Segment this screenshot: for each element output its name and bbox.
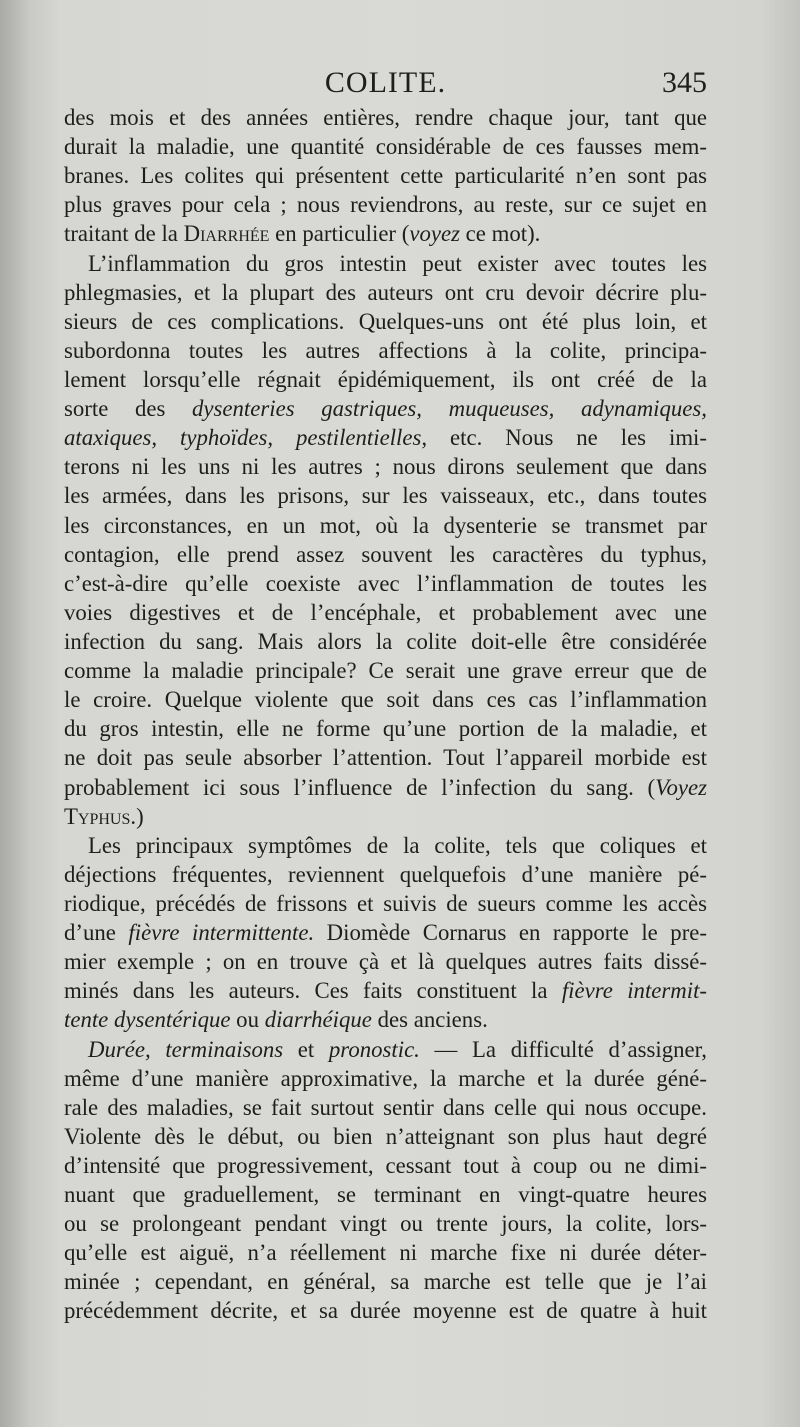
text-line xyxy=(64,103,707,132)
text-segment: L’inflammation du gros intestin peut exister avec toutes les xyxy=(88,250,707,276)
text-line xyxy=(64,161,707,190)
text-segment: sieurs de ces complications. Quelques-uns ont été plus loin, et xyxy=(64,308,707,334)
text-line xyxy=(64,1005,707,1034)
text-segment: plus graves pour cela ; nous reviendrons, au reste, sur ce sujet en xyxy=(64,192,707,218)
text-line xyxy=(64,1122,707,1151)
text-segment: comme la maladie principale? Ce serait une grave erreur que de xyxy=(64,658,707,684)
text-line xyxy=(64,511,707,540)
running-title: COLITE. xyxy=(324,66,447,99)
text-segment: terons ni les uns ni les autres ; nous dirons seulement que dans xyxy=(64,454,707,480)
text-segment: les armées, dans les prisons, sur les vaisseaux, etc., dans toutes xyxy=(64,483,707,509)
text-segment: riodique, précédés de frissons et suivis de sueurs comme les accès xyxy=(64,890,707,916)
text-line xyxy=(64,598,707,627)
text-line xyxy=(64,132,707,161)
text-line xyxy=(64,540,707,569)
text-line xyxy=(64,249,707,278)
text-line xyxy=(64,1267,707,1296)
text-line xyxy=(64,1151,707,1180)
text-line xyxy=(64,947,707,976)
text-segment: Diomède Cornarus en rapporte le pre- xyxy=(314,920,707,946)
text-segment: minés dans les auteurs. Ces faits constituent la xyxy=(64,978,562,1004)
text-segment: voies digestives et de l’encéphale, et probablement avec une xyxy=(64,599,707,625)
text-line xyxy=(64,802,707,831)
text-segment: sorte des xyxy=(64,396,193,422)
text-segment: d’une xyxy=(64,920,129,946)
text-line xyxy=(64,714,707,743)
text-line xyxy=(64,773,707,802)
text-line xyxy=(64,976,707,1005)
italic-text: ataxiques, typhoïdes, pestilentielles, xyxy=(64,425,428,451)
text-line xyxy=(64,219,707,248)
text-line xyxy=(64,336,707,365)
text-line xyxy=(64,889,707,918)
text-segment: en particulier ( xyxy=(269,221,410,247)
italic-text: pronostic. xyxy=(328,1036,420,1062)
italic-text: dysenteries gastriques, muqueuses, adynamiques, xyxy=(192,396,707,422)
text-segment: ou se prolongeant pendant vingt ou trente jours, la colite, lors- xyxy=(64,1211,707,1237)
small-caps-text: Diarrhée xyxy=(183,221,270,247)
text-line xyxy=(64,452,707,481)
text-segment: ) xyxy=(136,803,144,829)
text-segment: c’est-à-dire qu’elle coexiste avec l’inflammation de toutes les xyxy=(64,570,707,596)
text-segment: ce mot). xyxy=(459,221,541,247)
text-segment: les circonstances, en un mot, où la dysenterie se transmet par xyxy=(64,512,707,538)
text-segment: du gros intestin, elle ne forme qu’une portion de la maladie, et xyxy=(64,716,707,742)
text-line xyxy=(64,743,707,772)
italic-text: fièvre intermit- xyxy=(561,978,708,1004)
text-segment: infection du sang. Mais alors la colite doit-elle être considérée xyxy=(64,628,707,654)
body-text xyxy=(64,103,707,1326)
text-line xyxy=(64,656,707,685)
text-line xyxy=(64,365,707,394)
text-line xyxy=(64,1209,707,1238)
italic-text: Durée, terminaisons xyxy=(88,1036,284,1062)
text-line xyxy=(64,918,707,947)
text-line xyxy=(64,685,707,714)
text-segment: des anciens. xyxy=(371,1007,488,1033)
text-segment: précédemment décrite, et sa durée moyenne est de quatre à huit xyxy=(64,1298,707,1324)
text-line xyxy=(64,1296,707,1325)
italic-text: tente dysentérique xyxy=(64,1007,231,1033)
text-segment: durait la maladie, une quantité considérable de ces fausses mem- xyxy=(64,134,707,160)
italic-text: voyez xyxy=(409,221,460,247)
text-segment: Violente dès le début, ou bien n’atteignant son plus haut degré xyxy=(64,1123,707,1149)
text-segment: mier exemple ; on en trouve çà et là quelques autres faits dissé- xyxy=(64,949,707,975)
text-line xyxy=(64,860,707,889)
text-segment: contagion, elle prend assez souvent les caractères du typhus, xyxy=(64,541,707,567)
text-segment: ou xyxy=(230,1007,265,1033)
text-line xyxy=(64,569,707,598)
italic-text: diarrhéique xyxy=(264,1007,372,1033)
text-segment: et xyxy=(283,1036,329,1062)
text-segment: rale des maladies, se fait surtout sentir dans celle qui nous occupe. xyxy=(64,1094,707,1120)
text-line xyxy=(64,278,707,307)
text-segment: des mois et des années entières, rendre chaque jour, tant que xyxy=(64,105,707,130)
text-segment: même d’une manière approximative, la marche et la durée géné- xyxy=(64,1065,707,1091)
text-line xyxy=(64,190,707,219)
text-segment: subordonna toutes les autres affections à la colite, principa- xyxy=(64,337,707,363)
text-line xyxy=(64,1093,707,1122)
italic-text: Voyez xyxy=(655,774,707,800)
text-segment: qu’elle est aiguë, n’a réellement ni marche fixe ni durée déter- xyxy=(64,1240,707,1266)
text-segment: etc. Nous ne les imi- xyxy=(427,425,707,451)
page-number: 345 xyxy=(662,66,707,99)
text-segment: nuant que graduellement, se terminant en vingt-quatre heures xyxy=(64,1182,707,1208)
italic-text: fièvre intermittente. xyxy=(128,920,315,946)
text-segment: d’intensité que progressivement, cessant tout à coup ou ne dimi- xyxy=(64,1152,707,1178)
text-segment: — La difficulté d’assigner, xyxy=(419,1036,707,1062)
text-line xyxy=(64,1238,707,1267)
text-segment: minée ; cependant, en général, sa marche est telle que je l’ai xyxy=(64,1269,707,1295)
text-line xyxy=(64,481,707,510)
text-segment: le croire. Quelque violente que soit dans ces cas l’inflammation xyxy=(64,687,707,713)
text-segment: phlegmasies, et la plupart des auteurs ont cru devoir décrire plu- xyxy=(64,279,707,305)
text-segment: Les principaux symptômes de la colite, tels que coliques et xyxy=(88,832,707,858)
text-segment: branes. Les colites qui présentent cette particularité n’en sont pas xyxy=(64,163,707,189)
text-line xyxy=(64,394,707,423)
text-segment: ne doit pas seule absorber l’attention. Tout l’appareil morbide est xyxy=(64,745,707,771)
page-header xyxy=(64,66,707,108)
text-line xyxy=(64,307,707,336)
text-segment: traitant de la xyxy=(64,221,184,247)
text-line xyxy=(64,627,707,656)
small-caps-text: Typhus. xyxy=(64,803,137,829)
text-line xyxy=(64,1064,707,1093)
text-segment: déjections fréquentes, reviennent quelquefois d’une manière pé- xyxy=(64,861,707,887)
text-line xyxy=(64,1180,707,1209)
text-line xyxy=(64,1035,707,1064)
text-line xyxy=(64,831,707,860)
text-segment: probablement ici sous l’influence de l’infection du sang. ( xyxy=(64,774,656,800)
text-segment: lement lorsqu’elle régnait épidémiquement, ils ont créé de la xyxy=(64,366,707,392)
text-line xyxy=(64,423,707,452)
